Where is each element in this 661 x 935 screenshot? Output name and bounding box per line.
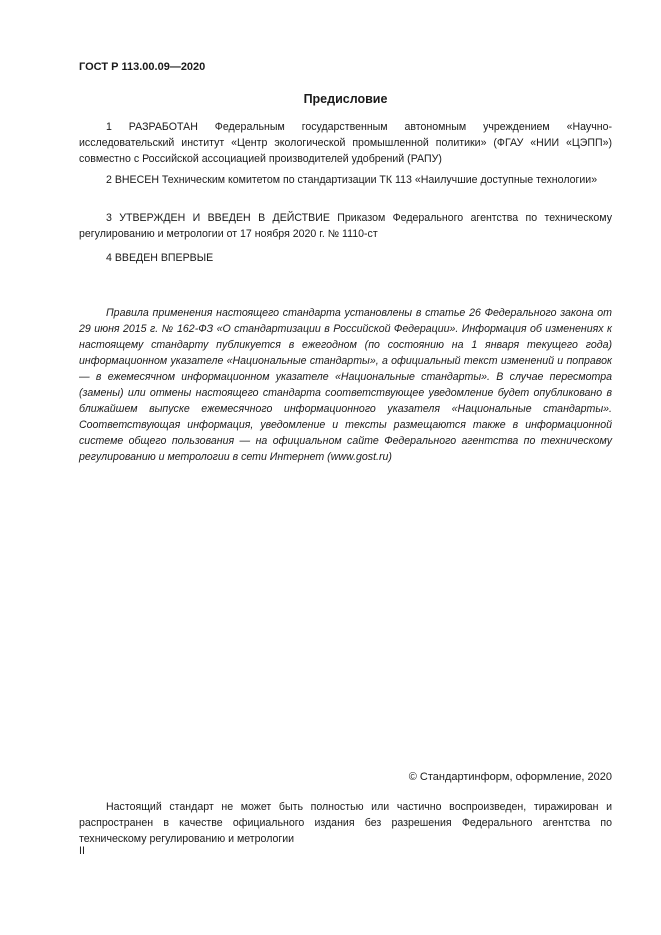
reproduction-restriction-text: Настоящий стандарт не может быть полностью или частично воспроизведен, тиражирован и распространен в качестве официального издания без разрешения Федерального агентства по техническому регулированию и метрологии	[79, 801, 612, 845]
foreword-item-3: 3 УТВЕРЖДЕН И ВВЕДЕН В ДЕЙСТВИЕ Приказом Федерального агентства по техническому регулированию и метрологии от 17 ноября 2020 г. № 1110-ст	[79, 212, 612, 240]
document-id-header: ГОСТ Р 113.00.09—2020	[79, 61, 206, 73]
page-title: Предисловие	[303, 92, 388, 106]
foreword-item-4: 4 ВВЕДЕН ВПЕРВЫЕ	[106, 252, 214, 264]
page-number: II	[79, 845, 85, 857]
copyright-notice: © Стандартинформ, оформление, 2020	[408, 771, 612, 783]
foreword-item-1: 1 РАЗРАБОТАН Федеральным государственным автономным учреждением «Научно-исследовательский институт «Центр экологической промышленной политики» (ФГАУ «НИИ «ЦЭПП») совместно с Российской ассоциацией производителей удобрений (РАПУ)	[79, 121, 612, 165]
standard-application-notice: Правила применения настоящего стандарта установлены в статье 26 Федерального закона от 29 июня 2015 г. № 162-ФЗ «О стандартизации в Российской Федерации». Информация об изменениях к настоящему стандарту публикуется в ежегодном (по состоянию на 1 января текущего года) информационном указателе «Национальные стандарты», а официальный текст изменений и поправок — в ежемесячном информационном указателе «Национальные стандарты». В случае пересмотра (замены) или отмены настоящего стандарта соответствующее уведомление будет опубликовано в ближайшем выпуске ежемесячного информационного указателя «Национальные стандарты». Соответствующая информация, уведомление и тексты размещаются также в информационной системе общего пользования — на официальном сайте Федерального агентства по техническому регулированию и метрологии в сети Интернет (www.gost.ru)	[79, 307, 612, 463]
foreword-item-2: 2 ВНЕСЕН Техническим комитетом по стандартизации ТК 113 «Наилучшие доступные технологии»	[106, 174, 598, 186]
